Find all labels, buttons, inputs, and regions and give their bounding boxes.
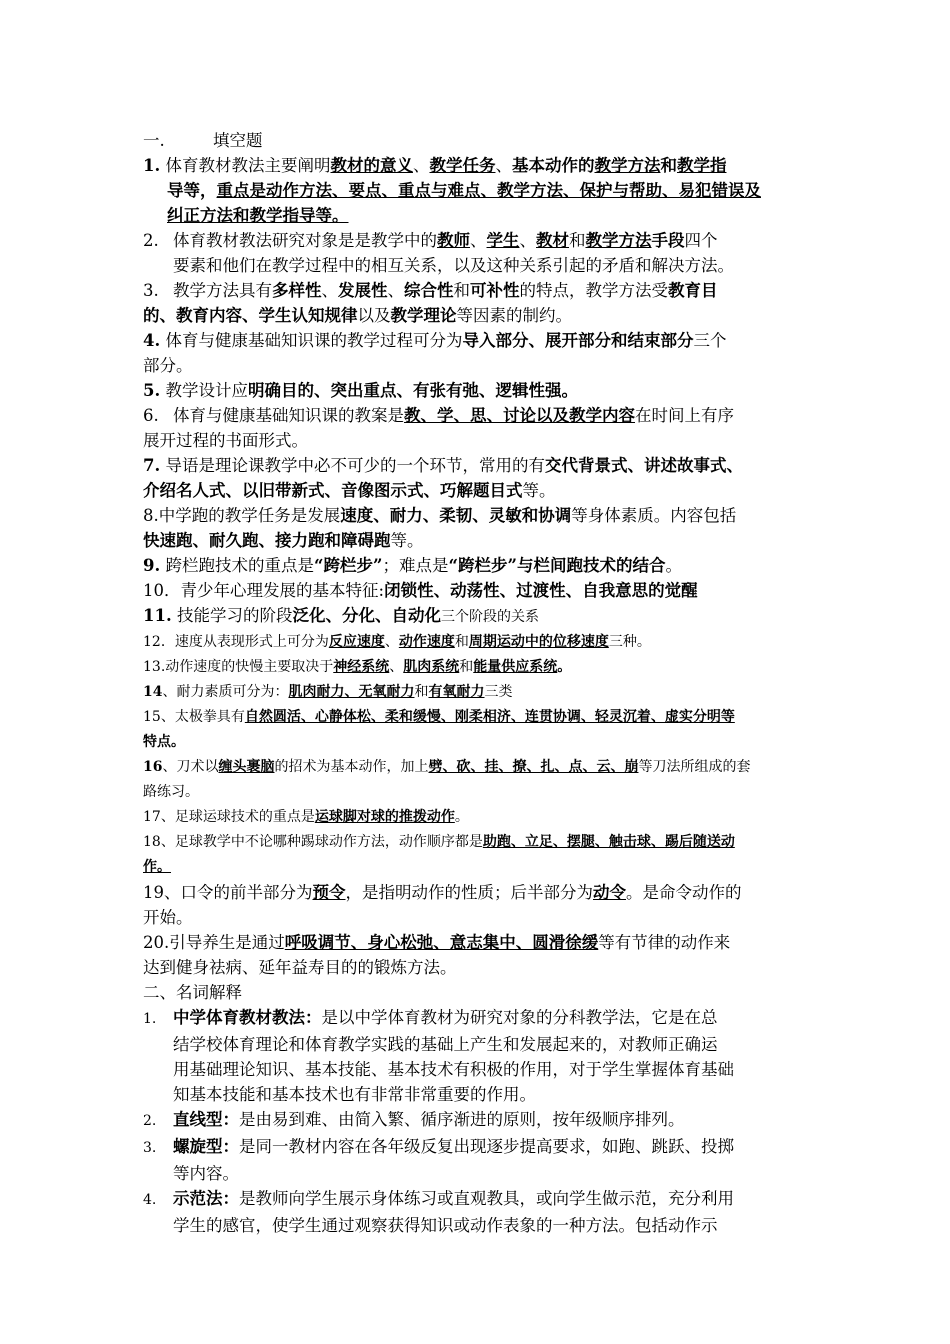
question-17: 17、足球运球技术的重点是运球脚对球的推拨动作。 — [143, 809, 469, 825]
section-heading-fill-in — [143, 128, 813, 153]
section-number: 一. — [143, 131, 165, 150]
question-13: 13.动作速度的快慢主要取决于神经系统、肌肉系统和能量供应系统。 — [143, 659, 572, 675]
document-page — [143, 128, 813, 1238]
question-8: 8.中学跑的教学任务是发展速度、耐力、柔韧、灵敏和协调等身体素质。内容包括 快速跑、耐久跑、接力跑和障碍跑等。 — [143, 506, 737, 550]
question-10: 10．青少年心理发展的基本特征:闭锁性、动荡性、过渡性、自我意思的觉醒 — [143, 581, 698, 600]
term-2: 2. 直线型：是由易到难、由简入繁、循序渐进的原则，按年级顺序排列。 — [143, 1110, 685, 1129]
question-9: 9. 跨栏跑技术的重点是“跨栏步”；难点是“跨栏步”与栏间跑技术的结合。 — [143, 556, 682, 575]
question-1: 1. 体育教材教法主要阐明教材的意义、教学任务、基本动作的教学方法和教学指 导等，重点是动作方法、要点、重点与难点、教学方法、保护与帮助、易犯错误及 纠正方法和教学指导等。 — [143, 156, 761, 225]
question-3: 3. 教学方法具有多样性、发展性、综合性和可补性的特点，教学方法受教育目 的、教育内容、学生认知规律以及教学理论等因素的制约。 — [143, 281, 718, 325]
question-12: 12．速度从表现形式上可分为反应速度、动作速度和周期运动中的位移速度三种。 — [143, 634, 651, 650]
question-6: 6. 体育与健康基础知识课的教案是教、学、思、讨论以及教学内容在时间上有序 展开过程的书面形式。 — [143, 406, 734, 450]
section-heading-terms: 二、名词解释 — [143, 983, 242, 1002]
question-2: 2. 体育教材教法研究对象是是教学中的教师、学生、教材和教学方法手段四个 要素和他们在教学过程中的相互关系，以及这种关系引起的矛盾和解决方法。 — [143, 231, 734, 275]
question-11: 11. 技能学习的阶段泛化、分化、自动化三个阶段的关系 — [143, 606, 539, 625]
question-20: 20.引导养生是通过呼吸调节、身心松弛、意志集中、圆滑徐缓等有节律的动作来 达到健身祛病、延年益寿目的的锻炼方法。 — [143, 933, 731, 977]
term-1: 1. 中学体育教材教法：是以中学体育教材为研究对象的分科教学法，它是在总 结学校体育理论和体育教学实践的基础上产生和发展起来的，对教师正确运 用基础理论知识、基本技能、基本技术有积极的作用，对于学生掌握体育基础 知基本技能和基本技术也有非常非常重要的作用。 — [143, 1008, 734, 1104]
question-7: 7. 导语是理论课教学中必不可少的一个环节，常用的有交代背景式、讲述故事式、 介绍名人式、以旧带新式、音像图示式、巧解题目式等。 — [143, 456, 743, 500]
question-4: 4. 体育与健康基础知识课的教学过程可分为导入部分、展开部分和结束部分三个 部分。 — [143, 331, 727, 375]
question-14: 14、耐力素质可分为：肌肉耐力、无氧耐力和有氧耐力三类 — [143, 684, 513, 700]
question-18: 18、足球教学中不论哪种踢球动作方法，动作顺序都是助跑、立足、摆腿、触击球、踢后随送动 作。 — [143, 834, 735, 875]
term-3: 3. 螺旋型：是同一教材内容在各年级反复出现逐步提高要求，如跑、跳跃、投掷 等内容。 — [143, 1137, 734, 1183]
question-19: 19、口令的前半部分为预令，是指明动作的性质；后半部分为动令。是命令动作的 开始。 — [143, 883, 742, 927]
question-5: 5. 教学设计应明确目的、突出重点、有张有弛、逻辑性强。 — [143, 381, 578, 400]
question-15: 15、太极拳具有自然圆活、心静体松、柔和缓慢、刚柔相济、连贯协调、轻灵沉着、虚实分明等 特点。 — [143, 709, 735, 750]
section-title: 填空题 — [213, 131, 263, 150]
term-4: 4. 示范法：是教师向学生展示身体练习或直观教具，或向学生做示范，充分利用 学生的感官，使学生通过观察获得知识或动作表象的一种方法。包括动作示 — [143, 1189, 734, 1235]
question-16: 16、刀术以缠头裹脑的招术为基本动作，加上劈、砍、挂、撩、扎、点、云、崩等刀法所组成的套 路练习。 — [143, 759, 751, 800]
